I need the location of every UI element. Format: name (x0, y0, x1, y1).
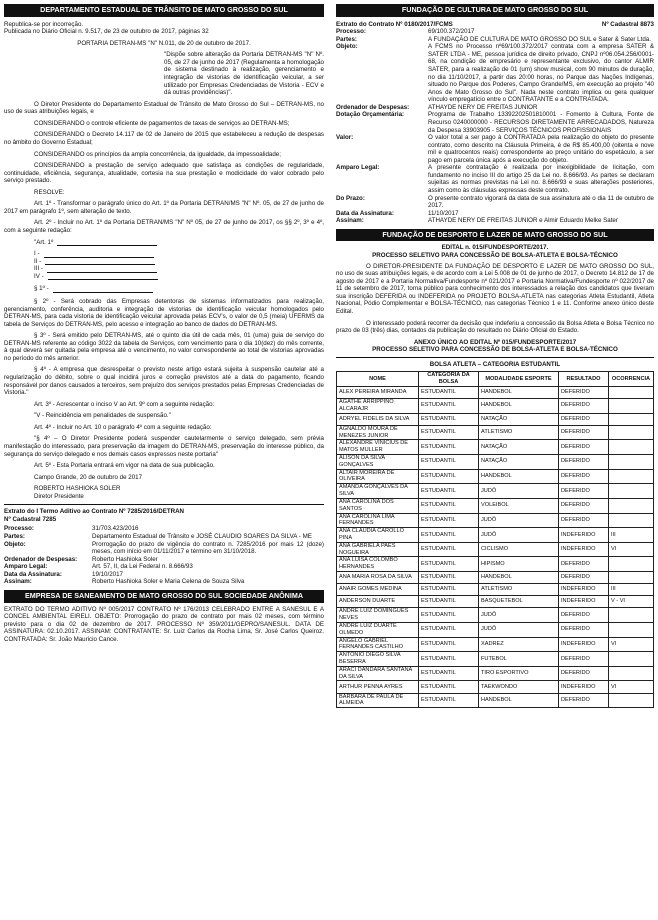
detran-header: DEPARTAMENTO ESTADUAL DE TRÂNSITO DE MATO GROSSO DO SUL (4, 4, 324, 17)
table-cell: TAEKWONDO (479, 681, 559, 693)
table-cell: ESTUDANTIL (419, 557, 479, 572)
table-cell: ESTUDANTIL (419, 622, 479, 637)
table-row (337, 557, 654, 572)
anexo-subtitle: PROCESSO SELETIVO PARA CONCESSÃO DE BOLSA-ATLETA E BOLSA-TÉCNICO (372, 346, 618, 354)
paragraph-2: § 2º - Será cobrado das Empresas detentoras de sistemas informatizados para realização, gerenciamento, conferência, auditoria e integração de vistorias de identificação veicular homologados pelo DETRAN-MS, para cada vistoria de identificação veicular aprovada pelas ECV's, o valor de 0,5 (meia) UFERMS da tabela de Serviços do DETRAN-MS, pelo acesso e integração ao banco de dados do DETRAN-MS. (4, 297, 324, 328)
field-label: Ordenador de Despesas: (4, 555, 78, 563)
table-cell: XADREZ (479, 637, 559, 652)
table-cell: ARTHUR PENNA AYRES (337, 681, 419, 693)
table-cell: ARACI DANDARA SANTANA DA SILVA (337, 666, 419, 681)
column-header: CATEGORIA DA BOLSA (419, 372, 479, 387)
table-cell: INDEFERIDO (559, 584, 609, 596)
table-cell (609, 572, 654, 584)
table-cell: DEFERIDO (559, 498, 609, 513)
table-cell: JUDÔ (479, 622, 559, 637)
field-label: Objeto: (336, 43, 358, 51)
fc-header: FUNDAÇÃO DE CULTURA DE MATO GROSSO DO SUL (336, 4, 654, 17)
table-cell: AGATHE ARRIPPINO ALCARAJR (337, 399, 419, 414)
paragraph-1 (34, 285, 324, 293)
table-row (337, 572, 654, 584)
table-row (337, 637, 654, 652)
field-label: Amparo Legal: (336, 164, 380, 172)
fc-contract: Extrato do Contrato Nº 0180/2017/FCMS (336, 20, 453, 28)
roman-list (34, 250, 324, 280)
table-cell (609, 413, 654, 425)
table-row (337, 455, 654, 470)
column-header: OCORRENCIA (609, 372, 654, 387)
field-value: 69/100.372/2017 (428, 28, 475, 36)
field-value: A FUNDAÇÃO DE CULTURA DE MATO GROSSO DO SUL e Sater & Sater Ltda. (428, 35, 651, 43)
table-cell: JUDÔ (479, 484, 559, 499)
table-cell: III (609, 528, 654, 543)
table-cell (609, 484, 654, 499)
table-cell: ESTUDANTIL (419, 386, 479, 398)
table-row (337, 584, 654, 596)
table-cell: BASQUETEBOL (479, 596, 559, 608)
considerando-4: CONSIDERANDO a prestação de serviço adequado que satisfaça as condições de regularidade, continuidade, eficiência, segurança, atualidade, cortesia na sua prestação e modicidade do valor cobrado pelo serviço prestado. (4, 162, 324, 185)
table-cell (609, 557, 654, 572)
table-cell (609, 693, 654, 708)
field-label: Data da Assinatura: (336, 209, 394, 217)
field-value: Departamento Estadual de Trânsito e JOSÉ CLAUDIO SOARES DA SILVA - ME (92, 533, 312, 541)
fc-cadastral: Nº Cadastral 8873 (601, 20, 654, 28)
portaria-intro: O Diretor Presidente do Departamento Estadual de Trânsito de Mato Grosso do Sul – DETRAN-MS, no uso de suas atribuições legais, e (4, 100, 324, 116)
field-label: Assinam: (336, 217, 364, 225)
considerando-1: CONSIDERANDO o controle eficiente de pagamentos de taxas de serviços ao DETRAN-MS; (34, 119, 290, 127)
field-label: Partes: (336, 35, 357, 43)
table-cell: DEFERIDO (559, 608, 609, 623)
table-cell: DEFERIDO (559, 622, 609, 637)
table-row (337, 469, 654, 484)
table-cell: NATAÇÃO (479, 413, 559, 425)
paragraph-1-label: § 1º - (34, 285, 49, 293)
table-cell (609, 498, 654, 513)
edital-paragraph-2: O interessado poderá recorrer da decisão que indeferiu a concessão da Bolsa Atleta e Bolsa Técnico no prazo de 03 (três) dias, contados da publicação do resultado no Diário Oficial do Estado. (336, 319, 654, 335)
republication-note: Republica-se por incorreção. (4, 20, 84, 28)
table-cell: JUDÔ (479, 528, 559, 543)
roman-item: I - (34, 250, 40, 258)
table-cell: ESTUDANTIL (419, 608, 479, 623)
table-cell: ANA CLAUDIA CAROLLO PINA (337, 528, 419, 543)
table-cell: ANA MARIA ROSA DA SILVA (337, 572, 419, 584)
table-cell: DEFERIDO (559, 484, 609, 499)
table-cell: INDEFERIDO (559, 542, 609, 557)
table-cell: HANDEBOL (479, 386, 559, 398)
table-cell: DEFERIDO (559, 455, 609, 470)
field-label: Processo: (336, 28, 366, 36)
field-label: Do Prazo: (336, 194, 365, 202)
table-cell: ANA GABRIELA PAES NOGUEIRA (337, 542, 419, 557)
table-cell: DEFERIDO (559, 425, 609, 440)
table-body (337, 386, 654, 707)
field-value: O presente contrato vigorará da data de sua assinatura até o dia 11 de outubro de 2017. (428, 194, 654, 210)
table-cell: ANA CAROLINA DOS SANTOS (337, 498, 419, 513)
table-cell: VI (609, 681, 654, 693)
table-cell: INDEFERIDO (559, 637, 609, 652)
table-cell: DEFERIDO (559, 469, 609, 484)
field-value: 31/703.423/2016 (92, 525, 139, 533)
table-cell: ESTUDANTIL (419, 455, 479, 470)
table-cell: ANTONIO DIEGO SILVA BESERRA (337, 652, 419, 667)
table-cell: V - VI (609, 596, 654, 608)
considerando-2: CONSIDERANDO o Decreto 14.117 de 02 de Janeiro de 2015 que estabeleceu a redução de despesas no âmbito do Governo Estadual; (4, 131, 324, 146)
field-label: Objeto: (4, 540, 26, 548)
table-cell (609, 455, 654, 470)
article-4-text: "§ 4º – O Diretor Presidente poderá suspender cautelarmente o serviço delegado, sem prévia manifestação do interessado, para preservação da imagem do DETRAN-MS, preservação do interesse público, da segurança do serviço delegado e nos demais casos expressos neste portaria" (4, 435, 324, 458)
table-cell: TIRO ESPORTIVO (479, 666, 559, 681)
column-header: MODALIDADE ESPORTE (479, 372, 559, 387)
field-value: Roberto Hashioka Soler (92, 555, 158, 563)
table-row (337, 608, 654, 623)
publication-note: Publicada no Diário Oficial n. 9.517, de 23 de outubro de 2017, páginas 32 (4, 28, 209, 36)
table-title: BOLSA ATLETA – CATEGORIA ESTUDANTIL (429, 360, 561, 368)
table-header-row (337, 372, 654, 387)
article-line (34, 239, 324, 247)
table-cell: DEFERIDO (559, 666, 609, 681)
portaria-title: PORTARIA DETRAN-MS "N" N.011, de 20 de outubro de 2017. (77, 39, 251, 47)
table-cell: FUTEBOL (479, 652, 559, 667)
table-row (337, 596, 654, 608)
aditivo-cadastral: Nº Cadastral 7285 (4, 515, 57, 523)
table-cell: DEFERIDO (559, 413, 609, 425)
table-cell: ESTUDANTIL (419, 399, 479, 414)
table-cell: VOLEIBOL (479, 498, 559, 513)
table-cell (609, 666, 654, 681)
aditivo-fields (4, 525, 324, 586)
roman-item: III - (34, 265, 43, 273)
table-cell: ESTUDANTIL (419, 440, 479, 455)
table-row (337, 399, 654, 414)
field-label: Ordenador de Despesas: (336, 103, 410, 111)
edital-paragraph-1: O DIRETOR-PRESIDENTE DA FUNDAÇÃO DE DESPORTO E LAZER DE MATO GROSSO DO SUL, no uso de suas atribuições legais, e de acordo com a Lei 5.008 de 01 de junho de 2017, o Decreto 14.812 de 17 de agosto de 2017 e a Portaria Normativa/Fundesporte nº 021/2017 e Portaria Normativa/Fundesporte nº 022/2017 de 11 de setembro de 2017, torna público para conhecimento dos interessados a relação dos candidatos que tiveram sua inscrição DEFERIDA ou INDEFERIDA no PROJETO BOLSA-ATLETA nas categorias Atleta Estudantil, Atleta Nacional, Pódio Complementar e BOLSA-TÉCNICO, nas categorias Técnico 1 e 11. Conforme anexo único deste Edital. (336, 262, 654, 315)
field-value: O valor total a ser pago à CONTRATADA pela realização do objeto do presente contrato, como descrito na Cláusula Primeira, é de R$ 85.400,00 (oitenta e nove mil e quatrocentos reais) correspondente ao preço unitário do espetáculo, a ser pago em parcela única após a execução do objeto. (428, 134, 654, 164)
table-cell: DEFERIDO (559, 557, 609, 572)
table-cell: ESTUDANTIL (419, 469, 479, 484)
table-cell: INDEFERIDO (559, 596, 609, 608)
paragraph-3: § 3º - Será emitido pelo DETRAN-MS, até o quinto dia útil de cada mês, 01 (uma) guia de serviço do DETRAN-MS referente ao código 3022 da tabela de Serviços, com vencimento para o dia 10(dez) do mês corrente, à qual deverá ser quitada pela empresa até o vencimento, no valor correspondente ao total de vistorias aprovadas no período do mês anterior. (4, 332, 324, 362)
field-value: Programa de Trabalho 13392202501810001 - Fomento à Cultura, Fonte de Recurso 0240000000 - RECURSOS DIRETAMENTE ARRECADADOS, Natureza da Despesa 33903905 - SERVIÇOS TÉCNICOS PROFISSIONAIS (428, 111, 654, 134)
field-value: A presente contratação é realizada por inexigibilidade de licitação, com fundamento no inciso III do artigo 25 da Lei no. 8.666/93. As partes se declaram sujeitas as normas previstas na Lei no. 8.666/93 e suas alterações posteriores, assim como às cláusulas expressas deste contrato. (428, 164, 654, 195)
table-cell: DEFERIDO (559, 572, 609, 584)
aditivo-title: Extrato do I Termo Aditivo ao Contrato Nº 7285/2016/DETRAN (4, 508, 185, 516)
edital-title: EDITAL n. 015/FUNDESPORTE/2017. (441, 244, 549, 252)
table-cell: ANDRÉ LUIZ DOMINGUES NEVES (337, 608, 419, 623)
table-cell: DEFERIDO (559, 399, 609, 414)
table-row (337, 693, 654, 708)
table-cell: NATAÇÃO (479, 440, 559, 455)
field-label: Valor: (336, 134, 354, 142)
table-cell: DEFERIDO (559, 513, 609, 528)
table-row (337, 513, 654, 528)
table-cell: ESTUDANTIL (419, 484, 479, 499)
table-cell: DEFERIDO (559, 386, 609, 398)
field-value: Art. 57, II, da Lei Federal n. 8.666/93 (92, 563, 193, 571)
table-cell: JUDÔ (479, 513, 559, 528)
table-cell: HANDEBOL (479, 572, 559, 584)
table-row (337, 440, 654, 455)
fundesporte-header: FUNDAÇÃO DE DESPORTO E LAZER DE MATO GROSSO DO SUL (336, 229, 654, 242)
article-3-text: "V - Reincidência em penalidades de suspensão." (34, 412, 171, 420)
table-row (337, 386, 654, 398)
table-cell (609, 399, 654, 414)
table-cell: ESTUDANTIL (419, 652, 479, 667)
field-value: Roberto Hashioka Soler e Maria Celena de Souza Silva (92, 578, 245, 586)
fc-contract-line (336, 21, 654, 29)
table-cell (609, 513, 654, 528)
table-cell: III (609, 584, 654, 596)
article-line-label: "Art. 1º (34, 238, 54, 246)
field-label: Assinam: (4, 578, 32, 586)
table-cell: INDEFERIDO (559, 681, 609, 693)
table-cell: ESTUDANTIL (419, 413, 479, 425)
article-1: Art. 1º - Transformar o parágrafo único do Art. 1º da Portaria DETRAN/MS "N" Nº. 05, de 27 de junho de 2017 em parágrafo 1º, sem alteração de texto. (4, 200, 324, 215)
table-cell: BARBARA DE PAULA DE ALMEIDA (337, 693, 419, 708)
field-value: Prorrogação do prazo de vigência do contrato n. 7285/2016 por mais 12 (doze) meses, com início em 01/11/2017 e término em 31/10/2018. (92, 540, 324, 556)
table-cell: JUDÔ (479, 608, 559, 623)
table-row (337, 622, 654, 637)
field-label: Partes: (4, 533, 25, 541)
table-cell: HANDEBOL (479, 693, 559, 708)
roman-item: II - (34, 257, 42, 265)
table-cell: ESTUDANTIL (419, 681, 479, 693)
table-cell: ALEXANDRE VINICIUS DE MATOS MULLER (337, 440, 419, 455)
table-row (337, 484, 654, 499)
table-cell: HANDEBOL (479, 399, 559, 414)
table-row (337, 542, 654, 557)
table-cell: ESTUDANTIL (419, 513, 479, 528)
edital-subtitle: PROCESSO SELETIVO PARA CONCESSÃO DE BOLSA-ATLETA E BOLSA-TÉCNICO (372, 252, 618, 260)
sanesul-header: EMPRESA DE SANEAMENTO DE MATO GROSSO DO SUL SOCIEDADE ANÔNIMA (4, 590, 324, 603)
right-column (336, 4, 654, 708)
fc-fields (336, 28, 654, 225)
field-label: Processo: (4, 525, 34, 533)
table-cell: ALEX PEREIRA MIRANDA (337, 386, 419, 398)
table-cell: ALTAIR MOREIRA DE OLIVEIRA (337, 469, 419, 484)
field-label: Data da Assinatura: (4, 570, 62, 578)
field-label: Amparo Legal: (4, 563, 48, 571)
field-value: 11/10/2017 (428, 209, 459, 217)
table-cell: INDEFERIDO (559, 528, 609, 543)
signer-role: Diretor Presidente (34, 492, 84, 500)
table-cell: CICLISMO (479, 542, 559, 557)
table-cell: AMANDA GONÇALVES DA SILVA (337, 484, 419, 499)
table-cell: ANDRÉ LUIZ DUARTE OLMEDO (337, 622, 419, 637)
anexo-title: ANEXO ÚNICO AO EDITAL Nº 015/FUNDESPORTE/2017 (413, 338, 577, 346)
table-row (337, 681, 654, 693)
place-date: Campo Grande, 20 de outubro de 2017 (34, 473, 143, 481)
table-cell: ESTUDANTIL (419, 542, 479, 557)
table-row (337, 413, 654, 425)
table-cell (609, 608, 654, 623)
table-cell: ESTUDANTIL (419, 637, 479, 652)
column-header: RESULTADO (559, 372, 609, 387)
table-cell: ESTUDANTIL (419, 572, 479, 584)
table-cell: ESTUDANTIL (419, 596, 479, 608)
table-cell (609, 425, 654, 440)
table-cell: VI (609, 542, 654, 557)
field-value: 19/10/2017 (92, 570, 123, 578)
article-2: Art. 2º - Incluir no Art. 1º da Portaria DETRAN/MS "N" Nº 05, de 27 de junho de 2017, os §§ 2º, 3º e 4º, com a seguinte redação: (4, 219, 324, 235)
field-value: ATHAYDE NERY DE FREITAS JUNIOR (428, 103, 538, 111)
table-cell: ATLETISMO (479, 425, 559, 440)
table-cell: ANA CAROLINA LIMA FERNANDES (337, 513, 419, 528)
table-cell: NATAÇÃO (479, 455, 559, 470)
table-cell: ATLETISMO (479, 584, 559, 596)
table-cell (609, 440, 654, 455)
paragraph-4: § 4º - A empresa que desrespeitar o previsto neste artigo estará sujeita à suspensão cautelar até a regularização do débito, sobre o qual incidirá juros e correção previstos até a data do pagamento, ficando responsável por danos causados a terceiros, sem prejuízo dos serviços prestados pelas Empresas Credenciadas de Vistoria." (4, 366, 324, 397)
article-3: Art. 3º - Acrescentar o inciso V ao Art. 9º com a seguinte redação: (34, 400, 215, 408)
table-cell: ESTUDANTIL (419, 693, 479, 708)
table-cell: DEFERIDO (559, 440, 609, 455)
table-cell: DEFERIDO (559, 693, 609, 708)
table-row (337, 425, 654, 440)
table-cell: DEFERIDO (559, 652, 609, 667)
table-cell: ANGELO GABRIEL FERNANDES CASTILHO (337, 637, 419, 652)
table-cell (609, 469, 654, 484)
table-row (337, 498, 654, 513)
table-cell: ANDERSON DUARTE (337, 596, 419, 608)
field-value: A FCMS no Processo nº69/100.372/2017 contrata com a empresa SATER & SATER LTDA - ME, pessoa jurídica de direito privado, CNPJ nº06.054.256/0001-68, na condição de empresário e representante exclusivo, do cantor ALMIR SATER, para a realização de 01 (um) show musical, com 90 minutos de duração, no dia 11/10/2017, a partir das 20:00 horas, no Parque das Nações Indígenas, situado no Parque dos Poderes, Campo Grande/MS, em execução ao projeto "40 Anos de Mato Grosso do Sul". Nada neste contrato implica ou gera qualquer vínculo empregatício entre o CONTRATANTE e a CONTRATADA. (428, 43, 654, 104)
left-column (4, 4, 324, 647)
table-cell: ESTUDANTIL (419, 666, 479, 681)
table-cell: ALISON DA SILVA GONÇALVES (337, 455, 419, 470)
portaria-ementa: "Dispõe sobre alteração da Portaria DETRAN-MS "N" Nº. 05, de 27 de junho de 2017 (Regulamenta a homologação de sistema destinado à realização, gerenciamento e integração de vistorias de identificação veicular, a ser utilizado por Empresas Credenciadas de Vistoria - ECV e dá outras providências)". (164, 51, 324, 97)
article-5: Art. 5º - Esta Portaria entrará em vigor na data de sua publicação. (34, 462, 215, 470)
field-value: ATHAYDE NERY DE FREITAS JUNIOR e Almir Eduardo Melke Sater (428, 217, 618, 225)
table-row (337, 528, 654, 543)
table-cell: ESTUDANTIL (419, 498, 479, 513)
table-cell (609, 386, 654, 398)
table-cell: HIPISMO (479, 557, 559, 572)
results-table (336, 371, 654, 708)
article-4: Art. 4º - Incluir no Art. 10 o parágrafo 4º com a seguinte redação: (34, 423, 212, 431)
table-cell: AGNALDO MOURA DE MENEZES JUNIOR (337, 425, 419, 440)
table-cell: ESTUDANTIL (419, 425, 479, 440)
sanesul-extract: EXTRATO DO TERMO ADITIVO Nº 005/2017 CONTRATO Nº 176/2013 CELEBRADO ENTRE A SANESUL E A CONCEL AMBIENTAL EIRELI. OBJETO: Prorrogação do prazo de contrato por mais 02 meses, com término previsto para o dia 02 de dezembro de 2017. PROCESSO Nº 359/2011/GEPRO/SANESUL. DATA DE ASSINATURA: 02.10.2017. ASSINAM: CONTRATANTE: Sr. Luiz Carlos da Rocha Lima, Sr. José Carlos Queiroz. CONTRATADA: Sr. João Mauricio Cance. (4, 605, 324, 643)
table-cell: VI (609, 637, 654, 652)
signer-name: ROBERTO HASHIOKA SOLER (34, 485, 121, 493)
considerando-3: CONSIDERANDO os princípios da ampla concorrência, da igualdade, da impessoalidade; (34, 150, 281, 158)
resolve: RESOLVE: (34, 188, 65, 196)
table-cell: ESTUDANTIL (419, 584, 479, 596)
table-cell: ADRYEL FIDELIS DA SILVA (337, 413, 419, 425)
column-header: NOME (337, 372, 419, 387)
field-label: Dotação Orçamentária: (336, 111, 405, 119)
table-cell (609, 622, 654, 637)
table-cell: HANDEBOL (479, 469, 559, 484)
table-cell: ANAIR GOMES MEDINA (337, 584, 419, 596)
roman-item: IV - (34, 272, 44, 280)
table-cell: ANA LUISA COLOMBO HERNANDES (337, 557, 419, 572)
table-row (337, 666, 654, 681)
table-cell: ESTUDANTIL (419, 528, 479, 543)
table-cell (609, 652, 654, 667)
table-row (337, 652, 654, 667)
